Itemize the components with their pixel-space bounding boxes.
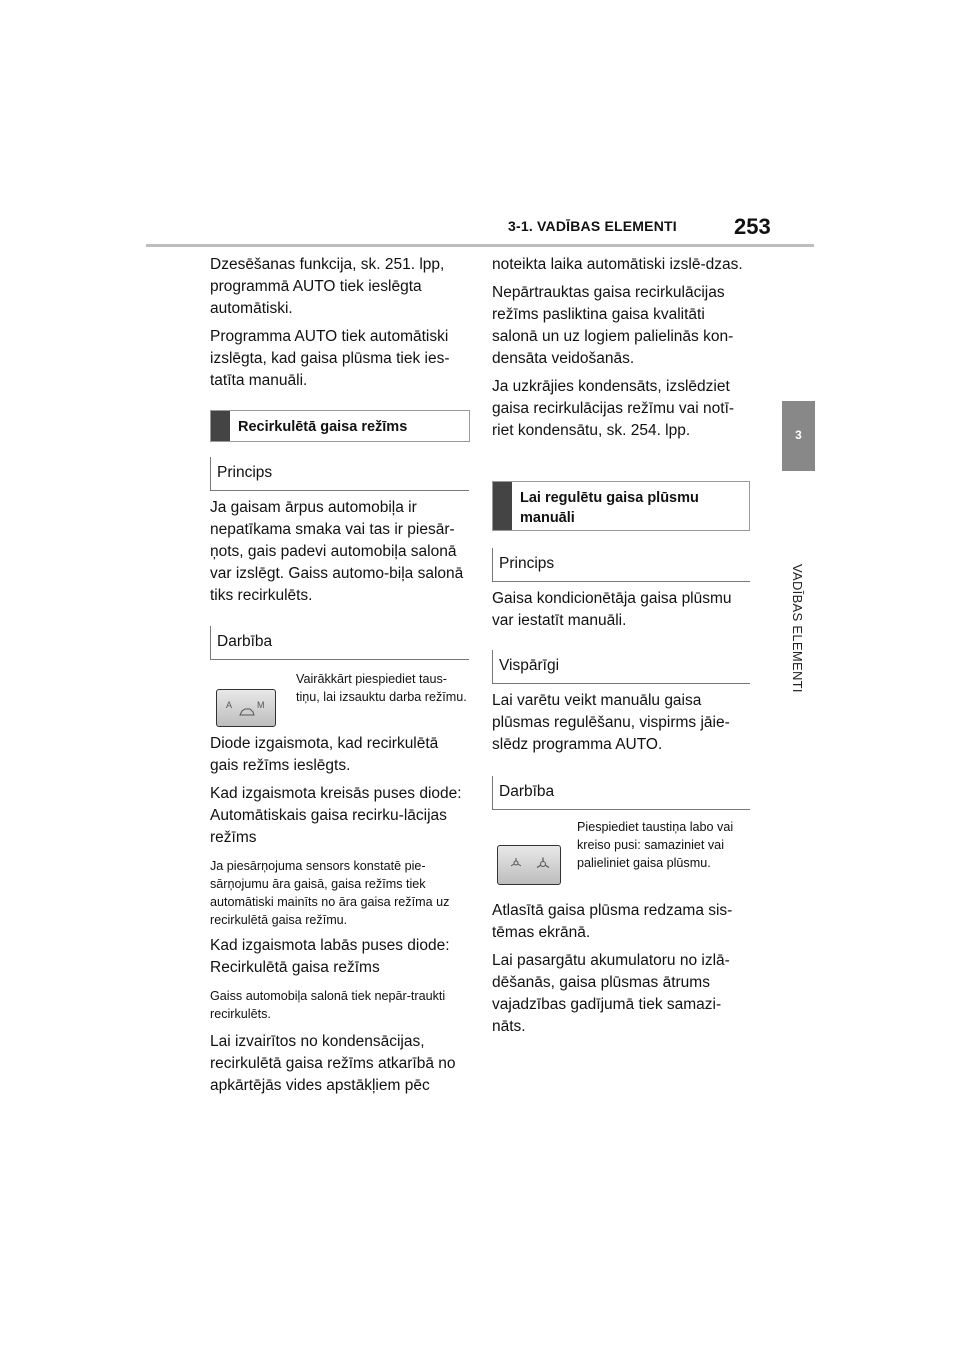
chapter-tab xyxy=(782,401,815,471)
section-heading-text: Lai regulētu gaisa plūsmu manuāli xyxy=(520,490,699,526)
right-intro xyxy=(492,254,752,442)
right-paragraph-3: Ja uzkrājies kondensāts, izslēdziet gaisa recirkulācijas režīmu vai notī-riet kondensātu, sk. 254. lpp. xyxy=(492,378,735,439)
subheading-principle xyxy=(210,457,469,491)
header-rule xyxy=(146,244,814,247)
right-principle-block xyxy=(492,588,752,632)
button-glyph-m: M xyxy=(257,700,265,710)
subheading-text: Princips xyxy=(499,555,555,572)
recirculation-button-icon xyxy=(216,689,276,727)
subheading-text: Vispārīgi xyxy=(499,657,560,674)
right-action-caption-block xyxy=(577,818,749,872)
action-caption-block xyxy=(296,670,468,706)
action-caption: Vairākkārt piespiediet taus-tiņu, lai izsauktu darba režīmu. xyxy=(296,672,467,704)
closing-paragraph-1: Atlasītā gaisa plūsma redzama sis-tēmas ekrānā. xyxy=(492,902,733,941)
fan-low-icon xyxy=(510,857,522,871)
paragraph-left-diode: Kad izgaismota kreisās puses diode: Automātiskais gaisa recirku-lācijas režīms xyxy=(210,785,462,846)
right-action-caption: Piespiediet taustiņa labo vai kreiso pusi: samaziniet vai palieliniet gaisa plūsmu. xyxy=(577,820,734,870)
paragraph-led-on: Diode izgaismota, kad recirkulētā gais režīms ieslēgts. xyxy=(210,735,439,774)
page-number: 253 xyxy=(734,214,771,239)
subheading-general xyxy=(492,650,750,684)
intro-paragraph-2: Programma AUTO tiek automātiski izslēgta, kad gaisa plūsma tiek ies-tatīta manuāli. xyxy=(210,328,450,389)
car-icon xyxy=(239,707,255,717)
right-paragraph-2: Nepārtrauktas gaisa recirkulācijas režīms pasliktina gaisa kvalitāti salonā un uz logiem palielinās kon-densāta veidošanās. xyxy=(492,284,734,367)
chapter-label: VADĪBAS ELEMENTI xyxy=(790,564,805,693)
left-intro xyxy=(210,254,470,392)
heading-bar xyxy=(493,482,512,530)
closing-paragraph-2: Lai pasargātu akumulatoru no izlā-dēšanās, gaisa plūsmas ātrums vajadzības gadījumā tiek samazi-nāts. xyxy=(492,952,730,1035)
subheading-text: Darbība xyxy=(499,783,555,800)
general-text: Lai varētu veikt manuālu gaisa plūsmas regulēšanu, vispirms jāie-slēdz programma AUTO. xyxy=(492,692,730,753)
paragraph-condensation: Lai izvairītos no kondensācijas, recirkulētā gaisa režīms atkarībā no apkārtējās vides apstākļiem pēc xyxy=(210,1033,456,1094)
left-body xyxy=(210,733,470,1097)
fan-speed-button-icon xyxy=(497,845,561,885)
subheading-principle-right xyxy=(492,548,750,582)
section-heading-recirculation xyxy=(210,410,470,442)
section-heading-text: Recirkulētā gaisa režīms xyxy=(238,419,408,435)
principle-text: Ja gaisam ārpus automobiļa ir nepatīkama smaka vai tas ir piesār-ņots, gais padevi automobiļa salonā var izslēgt. Gaiss automo-biļa salonā tiks recirkulēts. xyxy=(210,499,464,604)
section-title: 3-1. VADĪBAS ELEMENTI xyxy=(508,218,677,234)
note-pollution-sensor: Ja piesārņojuma sensors konstatē pie-sārņojumu āra gaisā, gaisa režīms tiek automātiski mainīts no āra gaisa režīma uz recirkulētā gaisa režīmu. xyxy=(210,859,450,927)
section-heading-airflow xyxy=(492,481,750,531)
chapter-number: 3 xyxy=(795,428,802,442)
subheading-action-right xyxy=(492,776,750,810)
general-block xyxy=(492,690,752,756)
right-closing xyxy=(492,900,752,1038)
principle-block xyxy=(210,497,470,607)
paragraph-right-diode: Kad izgaismota labās puses diode: Recirkulētā gaisa režīms xyxy=(210,937,450,976)
subheading-action xyxy=(210,626,469,660)
intro-paragraph-1: Dzesēšanas funkcija, sk. 251. lpp, programmā AUTO tiek ieslēgta automātiski. xyxy=(210,256,445,317)
subheading-text: Darbība xyxy=(217,633,273,650)
note-continuous: Gaiss automobiļa salonā tiek nepār-traukti recirkulēts. xyxy=(210,989,446,1021)
right-paragraph-1: noteikta laika automātiski izslē-dzas. xyxy=(492,256,743,273)
fan-high-icon xyxy=(536,857,550,871)
subheading-text: Princips xyxy=(217,464,273,481)
right-principle-text: Gaisa kondicionētāja gaisa plūsmu var iestatīt manuāli. xyxy=(492,590,732,629)
button-glyph-a: A xyxy=(226,700,233,710)
heading-bar xyxy=(211,411,230,441)
